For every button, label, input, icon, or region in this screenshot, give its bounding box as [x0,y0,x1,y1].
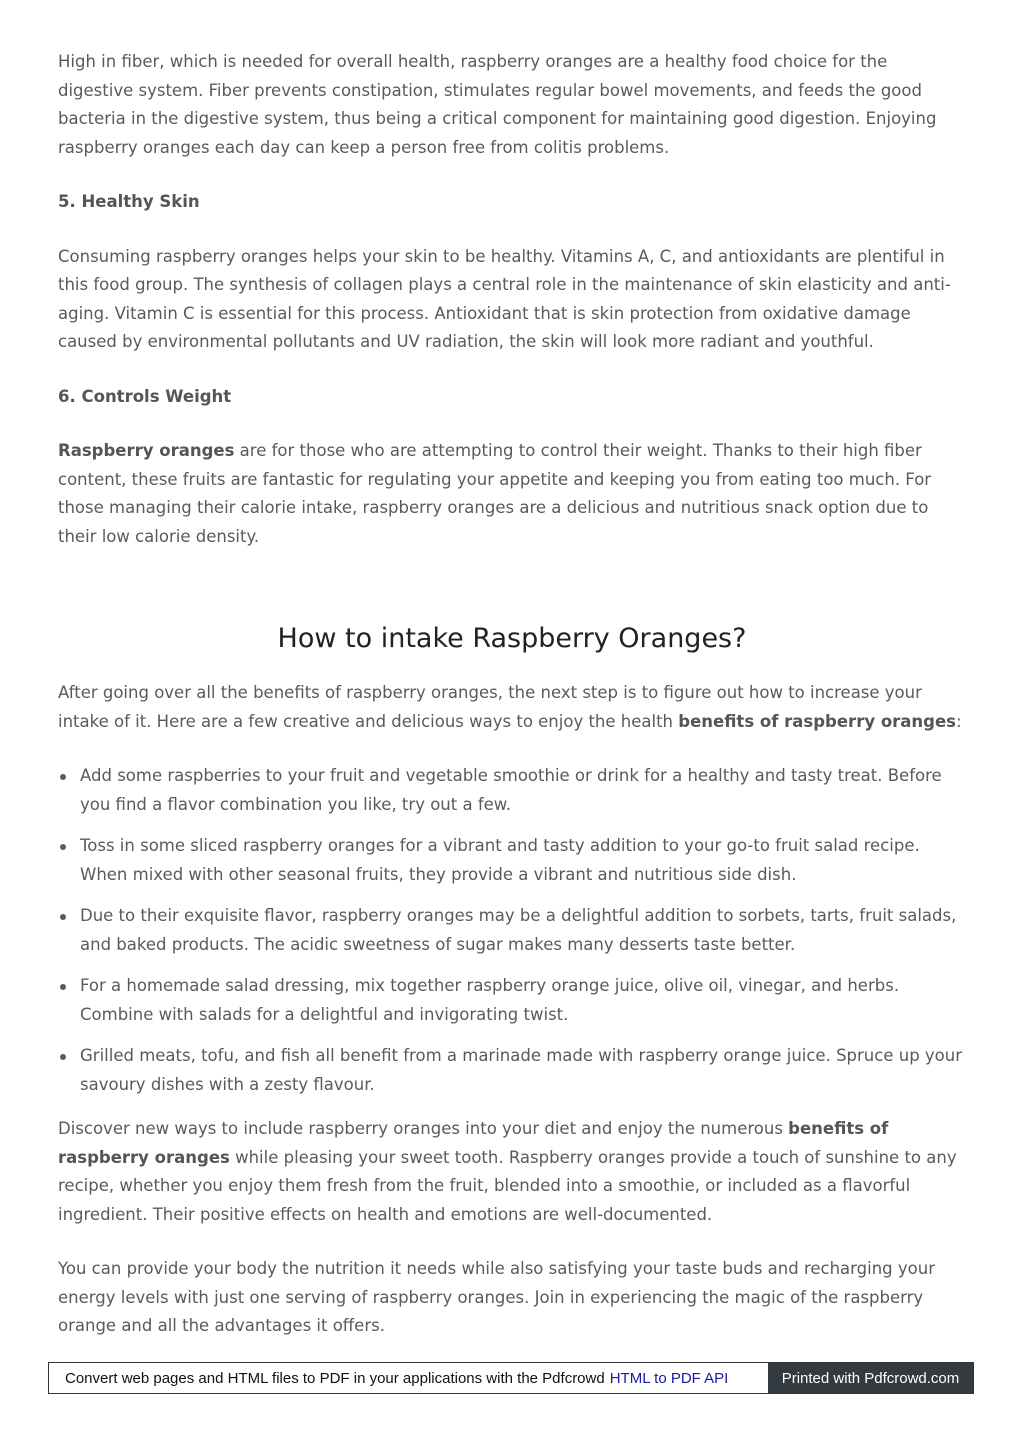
paragraph-final: You can provide your body the nutrition it needs while also satisfying your taste buds and recharging your energy levels with just one serving of raspberry oranges. Join in experiencing the magic of the raspberry orange and all the advantages it offers. [58,1259,935,1335]
intro-bold-link[interactable]: benefits of raspberry oranges [678,711,957,731]
paragraph-weight [58,437,966,551]
pdfcrowd-footer [48,1362,974,1394]
list-item: Add some raspberries to your fruit and vegetable smoothie or drink for a healthy and tasty treat. Before you find a flavor combination you like, try out a few. [58,762,966,819]
intro-colon: : [956,711,962,731]
paragraph-intro [58,679,966,736]
heading-controls-weight: 6. Controls Weight [58,386,232,406]
list-item: For a homemade salad dressing, mix together raspberry orange juice, olive oil, vinegar, and herbs. Combine with salads for a delightful and invigorating twist. [58,972,966,1029]
footer-message [49,1363,768,1393]
intro-text: After going over all the benefits of raspberry oranges, the next step is to figure out how to increase your intake of it. Here are a few creative and delicious ways to enjoy the health [58,683,922,731]
paragraph-skin: Consuming raspberry oranges helps your skin to be healthy. Vitamins A, C, and antioxidants are plentiful in this food group. The synthesis of collagen plays a central role in the maintenance of skin elasticity and anti-aging. Vitamin C is essential for this process. Antioxidant that is skin protection from oxidative damage caused by environmental pollutants and UV radiation, the skin will look more radiant and youthful. [58,246,951,351]
discover-bold-link[interactable]: benefits of raspberry oranges [58,1119,889,1167]
list-item: Toss in some sliced raspberry oranges for a vibrant and tasty addition to your go-to fruit salad recipe. When mixed with other seasonal fruits, they provide a vibrant and nutritious side dish. [58,832,966,889]
article-body [58,48,966,1367]
paragraph-fiber: High in fiber, which is needed for overall health, raspberry oranges are a healthy food choice for the digestive system. Fiber prevents constipation, stimulates regular bowel movements, and feeds the good bacteria in the digestive system, thus being a critical component for maintaining good digestion. Enjoying raspberry oranges each day can keep a person free from colitis problems. [58,52,937,157]
list-item: Grilled meats, tofu, and fish all benefit from a marinade made with raspberry orange juice. Spruce up your savoury dishes with a zesty flavour. [58,1042,966,1099]
footer-text: Convert web pages and HTML files to PDF in your applications with the Pdfcrowd [65,1369,605,1387]
discover-text: Discover new ways to include raspberry oranges into your diet and enjoy the numerous [58,1119,789,1138]
weight-bold-link[interactable]: Raspberry oranges [58,441,235,460]
html-to-pdf-api-link[interactable]: HTML to PDF API [609,1369,729,1387]
weight-text: are for those who are attempting to control their weight. Thanks to their high fiber content, these fruits are fantastic for regulating your appetite and keeping you from eating too much. For those managing their calorie intake, raspberry oranges are a delicious and nutritious snack option due to their low calorie density. [58,441,932,546]
heading-healthy-skin: 5. Healthy Skin [58,192,200,211]
printed-with-pdfcrowd-badge[interactable]: Printed with Pdfcrowd.com [768,1363,973,1393]
discover-text-rest: while pleasing your sweet tooth. Raspberry oranges provide a touch of sunshine to any recipe, whether you enjoy them fresh from the fruit, blended into a smoothie, or included as a flavorful ingredient. Their positive effects on health and emotions are well-documented. [58,1147,957,1224]
list-item: Due to their exquisite flavor, raspberry oranges may be a delightful addition to sorbets, tarts, fruit salads, and baked products. The acidic sweetness of sugar makes many desserts taste better. [58,902,966,959]
section-heading-intake: How to intake Raspberry Oranges? [277,623,747,654]
paragraph-discover [58,1115,966,1229]
intake-ideas-list [58,762,966,1099]
